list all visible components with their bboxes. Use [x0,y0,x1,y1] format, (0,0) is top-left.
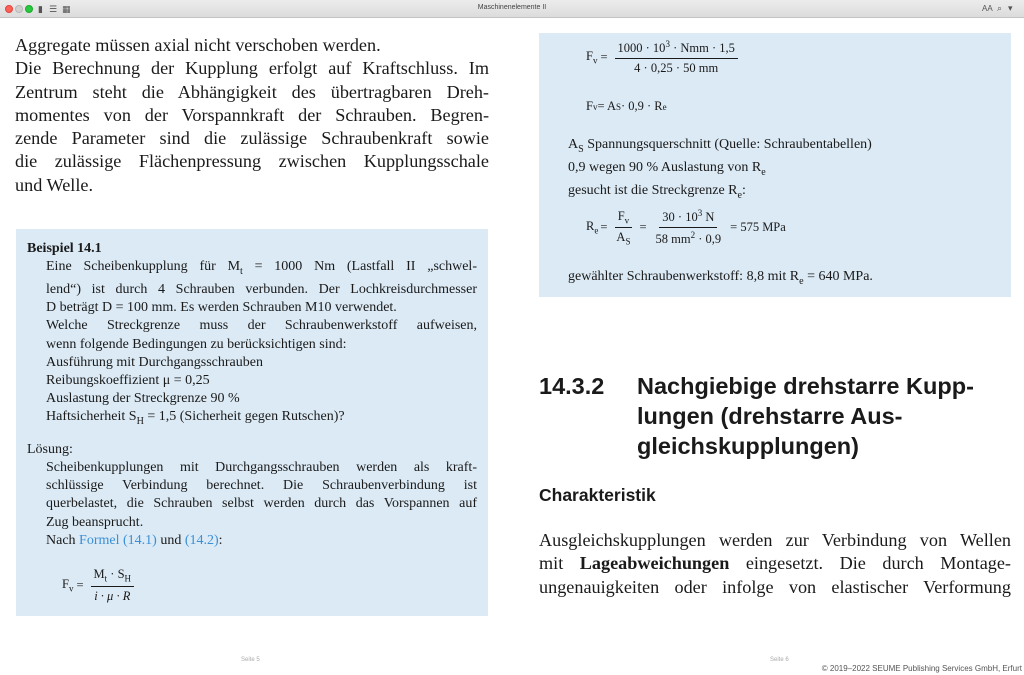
intro-line: und Welle. [15,174,94,195]
font-size-button[interactable]: AA [982,4,993,13]
intro-paragraph [15,34,489,197]
bookmark-icon[interactable]: ▾ [1008,3,1013,13]
formula-14-1-link[interactable]: Formel (14.1) [79,532,157,548]
intro-line: Zentrum steht die Abhängigkeit des übertragbaren Dreh- [15,81,489,102]
copyright-notice: © 2019–2022 SEUME Publishing Services GmbH, Erfurt [821,664,1022,673]
intro-line: die zulässige Flächenpressung zwischen Kupplungsschale [15,151,489,172]
example-line: Ausführung mit Durchgangsschrauben [46,354,263,370]
page-number-right: Seite 6 [770,657,789,663]
body-paragraph [539,529,1011,599]
subheading-charakteristik: Charakteristik [539,485,656,505]
body-line: Ausgleichskupplungen werden zur Verbindung von Wellen [539,530,1011,550]
example-line: wenn folgende Bedingungen zu berücksichtigen sind: [46,336,347,352]
formula-fv-numeric: $F_v$ = $\frac{1000 \cdot 10^3 \cdot Nmm \cdot 1,5}{4 \cdot 0,25 \cdot 50 mm}$ [586,39,742,76]
section-number: 14.3.2 [539,373,605,399]
search-icon[interactable]: ⌕ [997,3,1003,13]
solution-line: Nach Formel (14.1) und (14.2): [46,532,223,548]
solution-line: querbelastet, die Schrauben selbst werden durch das Vorspannen auf [46,496,477,512]
body-line: mit Lageabweichungen eingesetzt. Die durch Montage- [539,553,1011,574]
solution-line: schlüssige Verbindung berechnet. Die Schraubenverbindung ist [46,478,477,494]
solution-label: Lösung: [27,442,73,457]
formula-14-2-link[interactable]: (14.2) [184,532,219,548]
explanation-line: gesucht ist die Streckgrenze $R_e$: [568,183,746,201]
intro-line: Aggregate müssen axial nicht verschoben werden. [15,35,381,55]
example-line: lend“) ist durch 4 Schrauben verbunden. Der Lochkreisdurchmesser [46,282,477,297]
example-title: Beispiel 14.1 [27,241,102,256]
chosen-material-line: gewählter Schraubenwerkstoff: 8,8 mit $R_e = 640$ MPa. [568,269,873,287]
formula-fv-stress: F v = A S · 0,9 · R e [586,99,667,113]
solution-line: Scheibenkupplungen mit Durchgangsschrauben werden als kraft- [46,460,477,475]
explanation-line: $A_S$ Spannungsquerschnitt (Quelle: Schraubentabellen) [568,137,872,155]
solution-line: Zug beansprucht. [46,514,144,530]
list-icon[interactable]: ☰ [49,4,58,14]
intro-line: Die Berechnung der Kupplung erfolgt auf Kraftschluss. Im [15,58,489,79]
page-number-left: Seite 5 [241,657,260,663]
intro-line: momentes von der Vorspannkraft der Schrauben. Begren- [15,104,489,125]
sidebar-icon[interactable]: ▮ [38,4,43,14]
section-title: Nachgiebige drehstarre Kupp- lungen (drehstarre Aus- gleichskupplungen) [637,373,974,459]
solution-continuation-box [539,33,1011,297]
explanation-line: 0,9 wegen 90 % Auslastung von $R_e$ [568,160,766,178]
formula-re: $R_e$ = $\frac{F_v}{A_S}$ = $\frac{30 \cdot 10^3 N}{58 mm^2 \cdot 0,9}$ = 575 MPa [586,208,786,247]
window-title: Maschinenelemente II [477,4,547,11]
example-line: Haftsicherheit $S_H = 1,5$ (Sicherheit gegen Rutschen)? [46,409,345,428]
example-line: D beträgt D = 100 mm. Es werden Schrauben M10 verwendet. [46,300,397,316]
example-line: Reibungskoeffizient μ = 0,25 [46,373,210,389]
body-line: ungenauigkeiten oder infolge von elastischer Verformung [539,576,1011,597]
formula-fv-general: $F_v$ = $\frac{M_t \cdot S_H}{i \cdot \mu \cdot R}$ [62,567,138,604]
window-titlebar [0,0,1024,18]
example-line: Auslastung der Streckgrenze 90 % [46,391,240,407]
example-line: Welche Streckgrenze muss der Schraubenwerkstoff aufweisen, [46,318,477,334]
intro-line: zende Parameter sind die zulässige Schraubenkraft sowie [15,128,489,149]
example-box [16,229,488,616]
example-line: Eine Scheibenkupplung für $M_t = 1000$ Nm (Lastfall II „schwel- [46,259,477,277]
grid-icon[interactable]: ▦ [62,4,71,14]
